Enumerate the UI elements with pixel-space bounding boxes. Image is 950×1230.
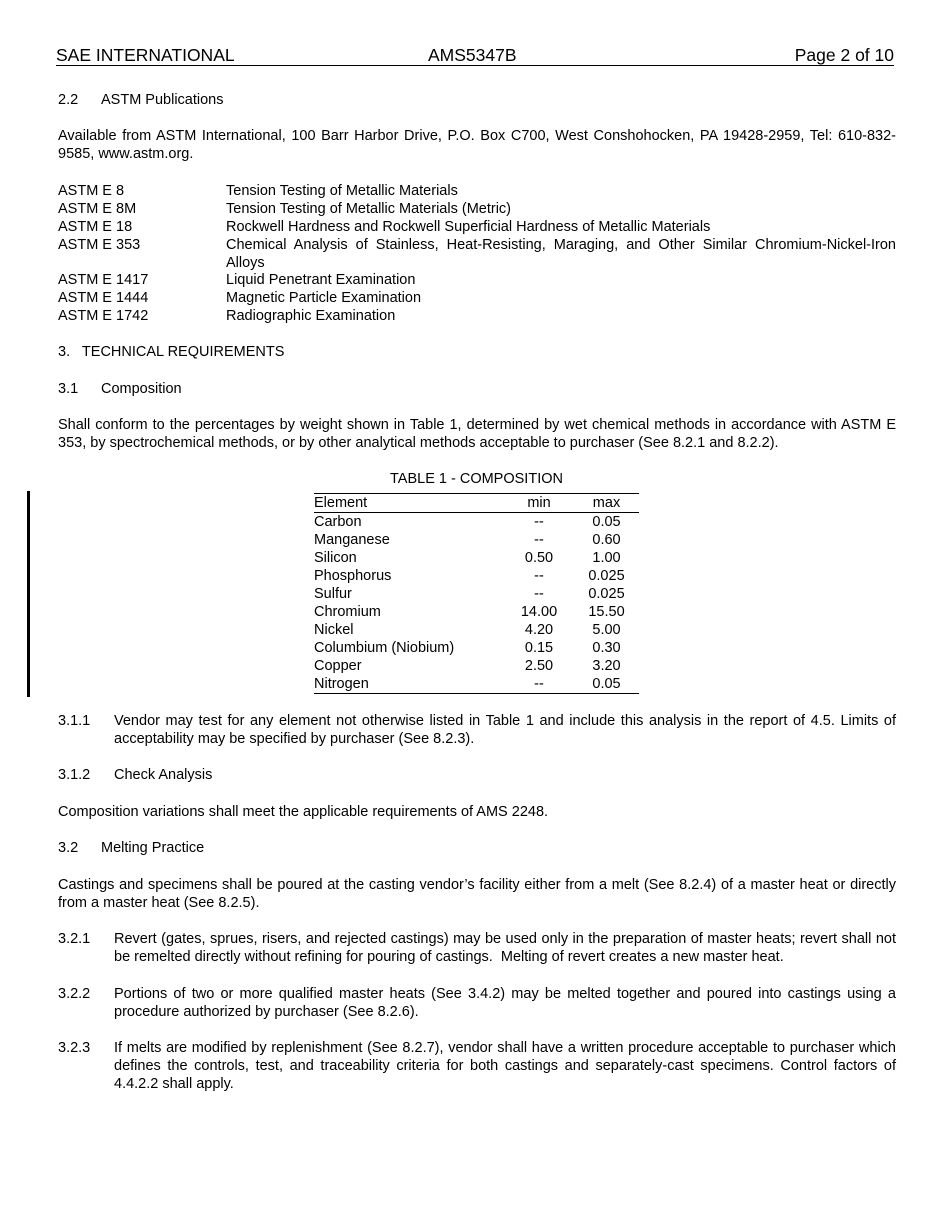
reference-code: ASTM E 18 — [58, 219, 133, 235]
table-cell: 0.60 — [592, 532, 621, 548]
section-3-1-paragraph: Shall conform to the percentages by weight shown in Table 1, determined by wet chemical methods in accordance with ASTM E 353, by spectrochemical methods, or by other analytical methods acceptable to purchaser (See 8.2.1 and 8.2.2). — [58, 417, 896, 451]
table-cell: -- — [534, 568, 544, 584]
revision-change-bar — [27, 491, 30, 697]
table-row — [314, 621, 639, 639]
table-cell: Nitrogen — [314, 676, 369, 692]
table-cell: -- — [534, 532, 544, 548]
table-cell: Manganese — [314, 532, 390, 548]
section-number: 3.2.1 — [58, 931, 91, 947]
reference-code: ASTM E 353 — [58, 237, 141, 253]
table-cell: 0.05 — [592, 514, 621, 530]
section-2-2-paragraph: Available from ASTM International, 100 Barr Harbor Drive, P.O. Box C700, West Conshohocken, PA 19428-2959, Tel: 610-832-9585, www.astm.org. — [58, 128, 896, 162]
table-cell: 5.00 — [592, 622, 621, 638]
table-cell: 0.15 — [524, 640, 554, 656]
section-3-2-heading — [58, 839, 896, 857]
section-number: 3.1.2 — [58, 767, 91, 783]
reference-code: ASTM E 1417 — [58, 272, 149, 288]
reference-title: Radiographic Examination — [226, 308, 396, 324]
table-row — [314, 639, 639, 657]
section-title: ASTM Publications — [101, 92, 224, 108]
section-2-2-heading — [58, 91, 896, 109]
table-cell: 14.00 — [520, 604, 558, 620]
table-row — [314, 657, 639, 675]
section-text: If melts are modified by replenishment (See 8.2.7), vendor shall have a written procedure acceptable to purchaser which defines the controls, test, and traceability criteria for both castings and separately-cast specimens. Control factors of 4.4.2.2 shall apply. — [114, 1040, 896, 1092]
table-row — [314, 513, 639, 532]
table-cell: Columbium (Niobium) — [314, 640, 455, 656]
table-row — [314, 549, 639, 567]
reference-code: ASTM E 1444 — [58, 290, 149, 306]
section-title: Check Analysis — [114, 767, 213, 783]
section-number: 3.1.1 — [58, 713, 91, 729]
table-header-row — [314, 494, 639, 513]
table-cell: Nickel — [314, 622, 354, 638]
table-row — [314, 531, 639, 549]
table-cell: 0.30 — [592, 640, 621, 656]
table-cell: 1.00 — [592, 550, 621, 566]
table-cell: -- — [534, 586, 544, 602]
table-row — [314, 603, 639, 621]
section-number: 3.2.2 — [58, 986, 91, 1002]
section-number: 3.2 — [58, 840, 79, 856]
section-title: Melting Practice — [101, 840, 205, 856]
table-cell: Chromium — [314, 604, 381, 620]
header-publisher: SAE INTERNATIONAL — [56, 45, 235, 65]
table-caption: TABLE 1 - COMPOSITION — [390, 471, 563, 487]
table-cell: 15.50 — [588, 604, 625, 620]
section-title: Composition — [101, 381, 182, 397]
table-cell: 4.20 — [524, 622, 554, 638]
table-cell: Sulfur — [314, 586, 352, 602]
table-cell: 2.50 — [524, 658, 554, 674]
header-document-number: AMS5347B — [428, 45, 517, 65]
table-cell: 0.025 — [588, 568, 625, 584]
reference-code: ASTM E 8 — [58, 183, 125, 199]
table-cell: 0.025 — [588, 586, 625, 602]
reference-title: Magnetic Particle Examination — [226, 290, 422, 306]
table-cell: -- — [534, 676, 544, 692]
reference-title: Tension Testing of Metallic Materials (Metric) — [226, 201, 511, 217]
table-cell: 0.50 — [524, 550, 554, 566]
page-header — [56, 45, 894, 66]
table-cell: Phosphorus — [314, 568, 392, 584]
section-3-2-paragraph: Castings and specimens shall be poured at the casting vendor’s facility either from a melt (See 8.2.4) of a master heat or directly from a master heat (See 8.2.5). — [58, 877, 896, 911]
table-row — [314, 675, 639, 694]
column-header: Element — [314, 494, 504, 513]
section-text: Vendor may test for any element not otherwise listed in Table 1 and include this analysis in the report of 4.5. Limits of acceptability may be specified by purchaser (See 8.2.3). — [114, 713, 896, 747]
column-header: min — [504, 494, 574, 513]
reference-code: ASTM E 1742 — [58, 308, 149, 324]
reference-title: Tension Testing of Metallic Materials — [226, 183, 458, 199]
table-cell: 3.20 — [592, 658, 621, 674]
section-3-heading: 3. TECHNICAL REQUIREMENTS — [58, 344, 285, 360]
table-row — [314, 585, 639, 603]
section-number: 3.1 — [58, 381, 79, 397]
section-text: Portions of two or more qualified master heats (See 3.4.2) may be melted together and poured into castings using a procedure authorized by purchaser (See 8.2.6). — [114, 986, 896, 1020]
section-number: 2.2 — [58, 92, 79, 108]
section-text: Revert (gates, sprues, risers, and rejected castings) may be used only in the preparation of master heats; revert shall not be remelted directly without refining for pouring of castings. Melting of revert creates a new master heat. — [114, 931, 901, 965]
section-3-1-2-paragraph: Composition variations shall meet the applicable requirements of AMS 2248. — [58, 804, 549, 820]
reference-title: Rockwell Hardness and Rockwell Superficial Hardness of Metallic Materials — [226, 219, 711, 235]
table-row — [314, 567, 639, 585]
table-cell: 0.05 — [592, 676, 621, 692]
table-cell: Copper — [314, 658, 362, 674]
composition-table — [314, 493, 639, 694]
table-cell: Silicon — [314, 550, 357, 566]
header-page-number: Page 2 of 10 — [794, 45, 894, 65]
column-header: max — [574, 494, 639, 513]
reference-title: Chemical Analysis of Stainless, Heat-Resisting, Maraging, and Other Similar Chromium-Nickel-Iron Alloys — [226, 237, 896, 271]
reference-title: Liquid Penetrant Examination — [226, 272, 416, 288]
section-3-1-heading — [58, 380, 896, 398]
table-cell: -- — [534, 514, 544, 530]
table-cell: Carbon — [314, 514, 362, 530]
section-number: 3.2.3 — [58, 1040, 91, 1056]
reference-code: ASTM E 8M — [58, 201, 137, 217]
